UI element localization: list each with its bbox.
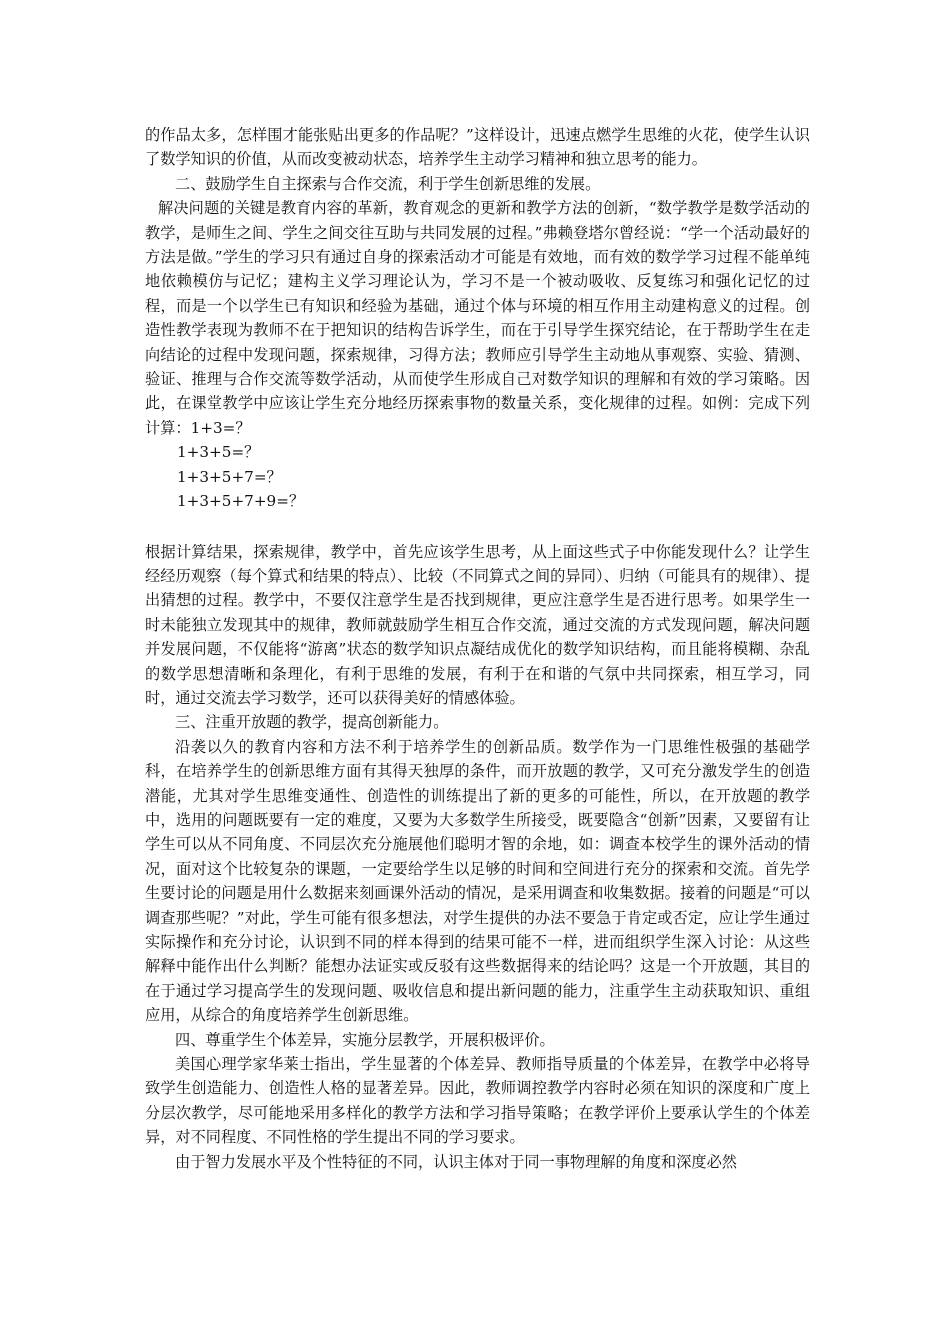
section-heading-3: 三、注重开放题的教学，提高创新能力。 — [175, 713, 449, 732]
paragraph-open-questions: 沿袭以久的教育内容和方法不利于培养学生的创新品质。数学作为一门思维性极强的基础学科，在培养学生的创新思维方面有其得天独厚的条件，而开放题的教学，又可充分激发学生的创造潜能，尤其对学生思维变通性、创造性的训练提出了新的更多的可能性，所以，在开放题的教学中，选用的问题既要有一定的难度，又要为大多数学生所接受，既要隐含“创新”因素，又要留有让学生可以从不同角度、不同层次充分施展他们聪明才智的余地，如：调查本校学生的课外活动的情况，面对这个比较复杂的课题，一定要给学生以足够的时间和空间进行充分的探索和交流。首先学生要讨论的问题是用什么数据来刻画课外活动的情况，是采用调查和收集数据。接着的问题是“可以调查那些呢？”对此，学生可能有很多想法，对学生提供的办法不要急于肯定或否定，应让学生通过实际操作和充分讨论，认识到不同的样本得到的结果可能不一样，进而组织学生深入讨论：从这些解释中能作出什么判断？能想办法证实或反驳有这些数据得来的结论吗？这是一个开放题，其目的在于通过学习提高学生的发现问题、吸收信息和提出新问题的能力，注重学生主动获取知识、重组应用，从综合的角度培养学生创新思维。 — [145, 737, 810, 1025]
document-page — [145, 123, 810, 1174]
paragraph-intro: 的作品太多，怎样围才能张贴出更多的作品呢？”这样设计，迅速点燃学生思维的火花，使学生认识了数学知识的价值，从而改变被动状态，培养学生主动学习精神和独立思考的能力。 — [145, 126, 810, 169]
paragraph-individual-differences: 美国心理学家华莱士指出，学生显著的个体差异、教师指导质量的个体差异，在教学中必将导致学生创造能力、创造性人格的显著差异。因此，教师调控教学内容时必须在知识的深度和广度上分层次教学，尽可能地采用多样化的教学方法和学习指导策略；在教学评价上要承认学生的个体差异，对不同程度、不同性格的学生提出不同的学习要求。 — [145, 1055, 810, 1147]
formula-line-1: 1+3+5=？ — [177, 443, 260, 462]
section-heading-4: 四、尊重学生个体差异，实施分层教学，开展积极评价。 — [175, 1030, 555, 1049]
paragraph-exploration: 解决问题的关键是教育内容的革新，教育观念的更新和教学方法的创新，“数学教学是数学活动的教学，是师生之间、学生之间交往互助与共同发展的过程。”弗赖登塔尔曾经说：“学一个活动最好的方法是做。”学生的学习只有通过自身的探索活动才可能是有效地，而有效的数学学习过程不能单纯地依赖模仿与记忆；建构主义学习理论认为，学习不是一个被动吸收、反复练习和强化记忆的过程，而是一个以学生已有知识和经验为基础，通过个体与环境的相互作用主动建构意义的过程。创造性教学表现为教师不在于把知识的结构告诉学生，而在于引导学生探究结论，在于帮助学生在走向结论的过程中发现问题，探索规律，习得方法；教师应引导学生主动地从事观察、实验、猜测、验证、推理与合作交流等数学活动，从而使学生形成自己对数学知识的理解和有效的学习策略。因此，在课堂教学中应该让学生充分地经历探索事物的数量关系，变化规律的过程。如例：完成下列计算：1+3=？ — [145, 199, 810, 437]
section-heading-2: 二、鼓励学生自主探索与合作交流，利于学生创新思维的发展。 — [175, 174, 601, 193]
formula-line-3: 1+3+5+7+9=？ — [177, 492, 305, 511]
paragraph-rules: 根据计算结果，探索规律，教学中，首先应该学生思考，从上面这些式子中你能发现什么？让学生经经历观察（每个算式和结果的特点）、比较（不同算式之间的异同）、归纳（可能具有的规律）、提出猜想的过程。教学中，不要仅注意学生是否找到规律，更应注意学生是否进行思考。如果学生一时未能独立发现其中的规律，教师就鼓励学生相互合作交流，通过交流的方式发现问题，解决问题并发展问题，不仅能将“游离”状态的数学知识点凝结成优化的数学知识结构，而且能将模糊、杂乱的数学思想清晰和条理化，有利于思维的发展，有利于在和谐的气氛中共同探索，相互学习，同时，通过交流去学习数学，还可以获得美好的情感体验。 — [145, 542, 810, 707]
paragraph-cognition: 由于智力发展水平及个性特征的不同，认识主体对于同一事物理解的角度和深度必然 — [175, 1152, 737, 1171]
formula-line-2: 1+3+5+7=？ — [177, 467, 282, 486]
blank-gap — [145, 514, 810, 540]
